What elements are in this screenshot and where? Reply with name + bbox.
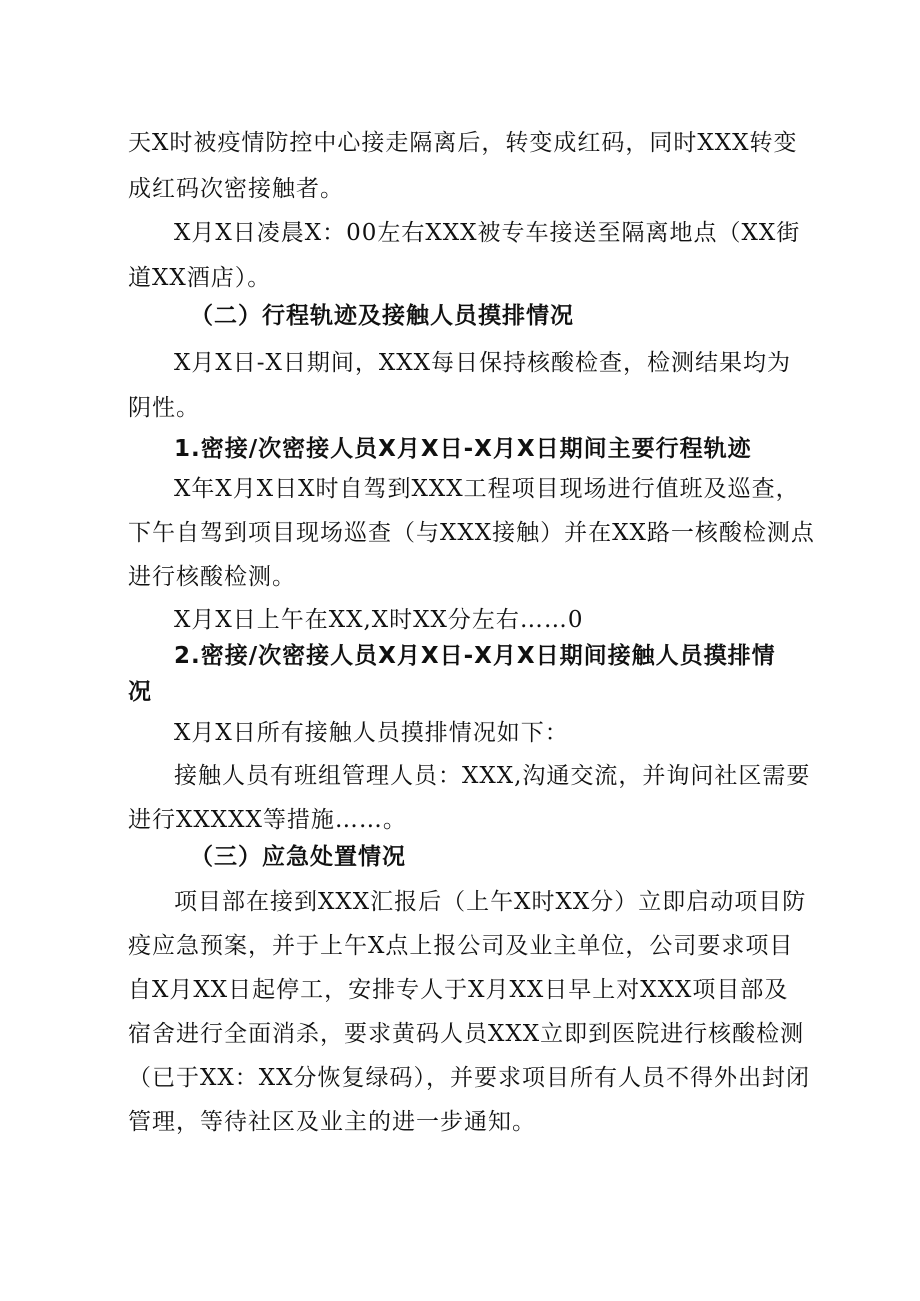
subheading-2: 2.密接/次密接人员X月X日-X月X日期间接触人员摸排情 xyxy=(174,643,776,669)
paragraph-line-24: 管理，等待社区及业主的进一步通知。 xyxy=(128,1109,536,1135)
paragraph-line-16: 接触人员有班组管理人员：XXX,沟通交流，并询问社区需要 xyxy=(174,763,811,789)
paragraph-line-17: 进行XXXXX等措施……。 xyxy=(128,807,407,833)
subheading-2-cont: 况 xyxy=(128,679,152,705)
paragraph-line-1: 天X时被疫情防控中心接走隔离后，转变成红码，同时XXX转变 xyxy=(128,130,798,156)
paragraph-line-23: （已于XX：XX分恢复绿码），并要求项目所有人员不得外出封闭 xyxy=(128,1065,810,1091)
paragraph-line-9: X年X月X日X时自驾到XXX工程项目现场进行值班及巡查， xyxy=(174,476,800,502)
paragraph-line-22: 宿舍进行全面消杀，要求黄码人员XXX立即到医院进行核酸检测 xyxy=(128,1021,805,1047)
paragraph-line-3: X月X日凌晨X：00左右XXX被专车接送至隔离地点（XX街 xyxy=(174,220,801,246)
section-heading-3: （三）应急处置情况 xyxy=(190,844,406,870)
paragraph-line-19: 项目部在接到XXX汇报后（上午X时XX分）立即启动项目防 xyxy=(174,889,807,915)
paragraph-line-12: X月X日上午在XX,X时XX分左右……0 xyxy=(174,607,584,633)
paragraph-line-6: X月X日-X日期间，XXX每日保持核酸检查，检测结果均为 xyxy=(174,350,792,376)
section-heading-2: （二）行程轨迹及接触人员摸排情况 xyxy=(190,303,574,329)
subheading-1: 1.密接/次密接人员X月X日-X月X日期间主要行程轨迹 xyxy=(174,436,752,462)
paragraph-line-7: 阴性。 xyxy=(128,395,200,421)
paragraph-line-11: 进行核酸检测。 xyxy=(128,564,296,590)
paragraph-line-4: 道XX酒店）。 xyxy=(128,265,272,291)
paragraph-line-20: 疫应急预案，并于上午X点上报公司及业主单位，公司要求项目 xyxy=(128,933,794,959)
paragraph-line-2: 成红码次密接触者。 xyxy=(128,176,344,202)
paragraph-line-10: 下午自驾到项目现场巡查（与XXX接触）并在XX路一核酸检测点 xyxy=(128,520,815,546)
paragraph-line-21: 自X月XX日起停工，安排专人于X月XX日早上对XXX项目部及 xyxy=(128,977,789,1003)
paragraph-line-15: X月X日所有接触人员摸排情况如下： xyxy=(174,720,569,746)
